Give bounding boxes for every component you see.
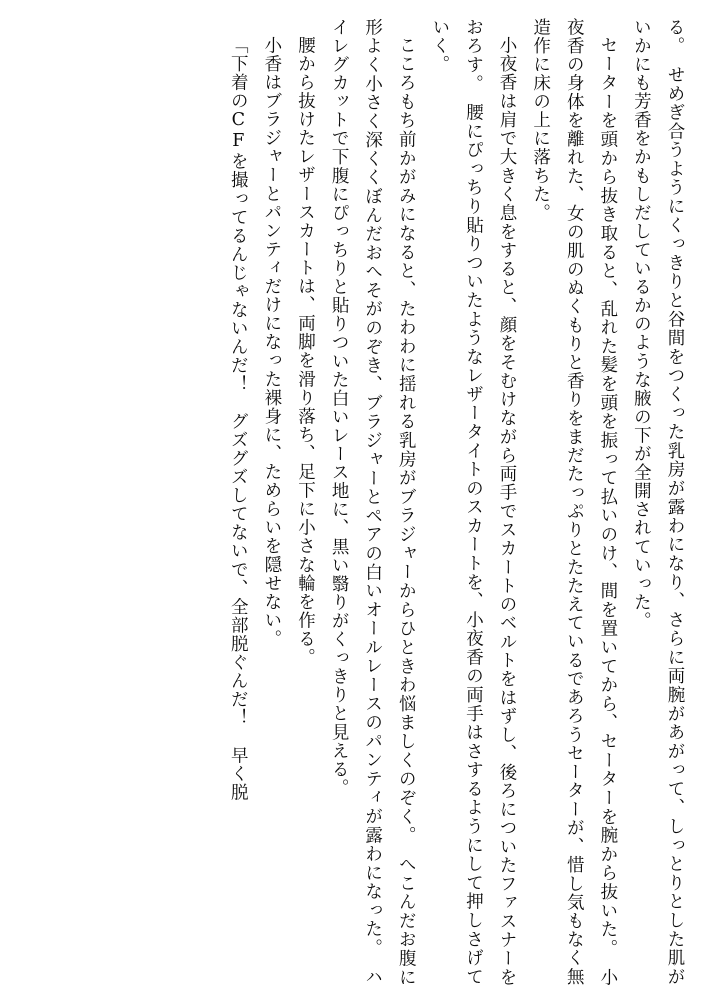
paragraph-5: 腰から抜けたレザースカートは、両脚を滑り落ち、足下に小さな輪を作る。 [295,35,316,667]
vertical-text-body [16,18,691,986]
paragraph-4: こころもち前かがみになると、たわわに揺れる乳房がブラジャーからひときわ悩ましくのぞく。 へこんだお腹に形よく小さく深くくぼんだおへそがのぞき、ブラジャーとペアの白いオールレースのパンティが露わになった。 ハイレグカットで下腹にぴっちりと貼りついた白いレース地に、黒い翳りがくっきりと見える。 [329,18,417,986]
paragraph-1: る。 せめぎ合うようにくっきりと谷間をつくった乳房が露わになり、さらに両腕があがって、しっとりとした肌がいかにも芳香をかもしだしているかのような腋の下が全開されていった。 [631,18,685,986]
paragraph-7: 「下着のCFを撮ってるんじゃないんだ！ グズグズしてないで、全部脱ぐんだ！ 早く脱 [228,35,249,802]
paragraph-2: セーターを頭から抜き取ると、乱れた髪を頭を振って払いのけ、間を置いてから、セーターを腕から抜いた。 小夜香の身体を離れた、女の肌のぬくもりと香りをまだたっぷりとたたえているであろうセーターが、惜し気もなく無造作に床の上に落ちた。 [530,18,618,986]
paragraph-6: 小香はブラジャーとパンティだけになった裸身に、ためらいを隠せない。 [261,35,282,648]
paragraph-3: 小夜香は肩で大きく息をすると、顔をそむけながら両手でスカートのベルトをはずし、後ろについたファスナーをおろす。 腰にぴっちり貼りついたようなレザータイトのスカートを、小夜香の両手はさするようにして押しさげていく。 [429,18,518,986]
